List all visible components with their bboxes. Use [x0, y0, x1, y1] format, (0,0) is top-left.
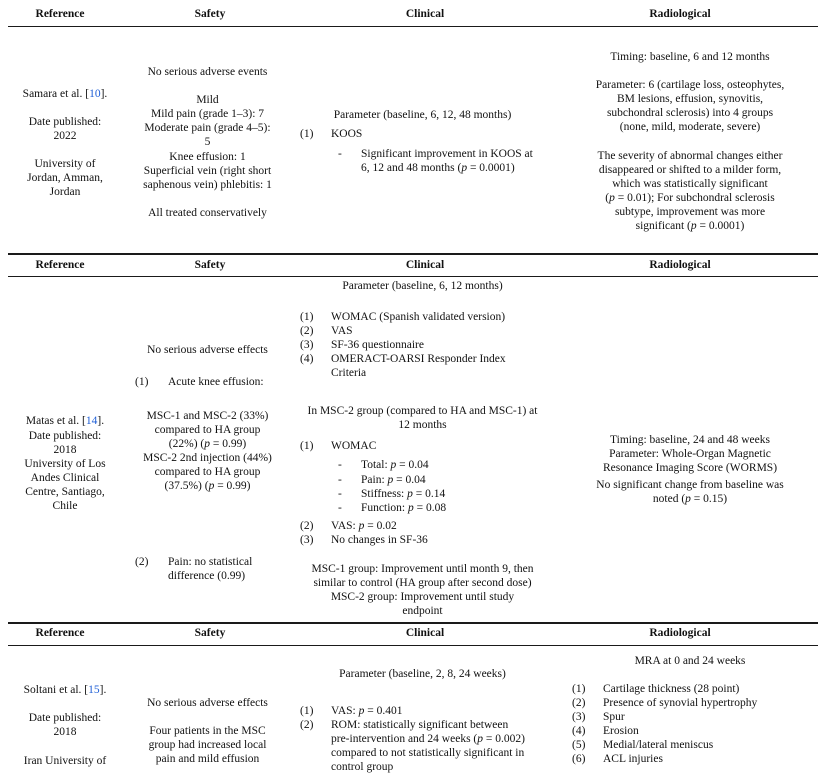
clinical-summary: MSC-1 group: Improvement until month 9, then	[311, 563, 534, 575]
clinical-item: WOMAC	[331, 440, 377, 452]
safety-line: Mild pain (grade 1–3): 7	[150, 108, 265, 120]
safety-line: Mild	[196, 94, 219, 106]
clinical-parameter: Parameter (baseline, 6, 12 months)	[342, 280, 503, 292]
bullet-dash: -	[338, 148, 342, 160]
radiological-item: Erosion	[603, 725, 639, 737]
list-number: (4)	[300, 353, 314, 365]
safety-line: Four patients in the MSC	[149, 725, 266, 737]
list-number: (6)	[572, 753, 586, 765]
institution-line: Chile	[52, 500, 78, 512]
header-reference: Reference	[35, 259, 85, 271]
safety-line: Superficial vein (right short	[143, 165, 272, 177]
header-radiological: Radiological	[649, 627, 711, 639]
safety-line: MSC-2 2nd injection (44%)	[143, 452, 272, 464]
clinical-item: SF-36 questionnaire	[331, 339, 424, 351]
safety-line: compared to HA group	[154, 424, 261, 436]
radiological-item: Spur	[603, 711, 625, 723]
institution-line: Jordan, Amman,	[27, 172, 103, 184]
radiological-line: disappeared or shifted to a milder form,	[598, 164, 782, 176]
clinical-detail: Total: p = 0.04	[361, 459, 429, 471]
clinical-item: ROM: statistically significant between	[331, 719, 509, 731]
safety-line: Pain: no statistical	[168, 556, 253, 568]
reference-author: Samara et al. [10].	[22, 88, 108, 100]
table-rule	[8, 26, 818, 27]
safety-line: pain and mild effusion	[155, 753, 260, 765]
header-safety: Safety	[194, 8, 226, 20]
clinical-subheading: 12 months	[398, 419, 447, 431]
clinical-detail: Significant improvement in KOOS at	[361, 148, 533, 160]
list-number: (1)	[300, 128, 314, 140]
clinical-item: VAS	[331, 325, 353, 337]
safety-line: Acute knee effusion:	[168, 376, 264, 388]
clinical-item: pre-intervention and 24 weeks (p = 0.002)	[331, 733, 525, 745]
radiological-item: Cartilage thickness (28 point)	[603, 683, 740, 695]
institution-line: Iran University of	[23, 755, 107, 767]
list-number: (1)	[300, 311, 314, 323]
radiological-line: subtype, improvement was more	[614, 206, 766, 218]
clinical-item: Criteria	[331, 367, 367, 379]
safety-line: (22%) (p = 0.99)	[168, 438, 247, 450]
safety-line: No serious adverse effects	[147, 344, 268, 356]
list-number: (2)	[300, 719, 314, 731]
clinical-detail: 6, 12 and 48 months (p = 0.0001)	[361, 162, 515, 174]
header-radiological: Radiological	[649, 8, 711, 20]
reference-author: Soltani et al. [15].	[23, 684, 107, 696]
clinical-summary: similar to control (HA group after second dose)	[313, 577, 532, 589]
list-number: (2)	[135, 556, 149, 568]
safety-line: difference (0.99)	[168, 570, 246, 582]
list-number: (3)	[300, 339, 314, 351]
safety-line: compared to HA group	[154, 466, 261, 478]
clinical-item: VAS: p = 0.02	[331, 520, 397, 532]
clinical-item: KOOS	[331, 128, 363, 140]
clinical-item: No changes in SF-36	[331, 534, 428, 546]
list-number: (1)	[135, 376, 149, 388]
radiological-item: Presence of synovial hypertrophy	[603, 697, 758, 709]
clinical-detail: Pain: p = 0.04	[361, 474, 426, 486]
header-reference: Reference	[35, 627, 85, 639]
list-number: (3)	[572, 711, 586, 723]
header-safety: Safety	[194, 627, 226, 639]
safety-line: saphenous vein) phlebitis: 1	[143, 179, 272, 191]
table-rule	[8, 645, 818, 646]
radiological-line: MRA at 0 and 24 weeks	[634, 655, 746, 667]
table-rule	[8, 276, 818, 277]
safety-line: No serious adverse events	[147, 66, 268, 78]
date-label: Date published:	[28, 430, 102, 442]
list-number: (4)	[572, 725, 586, 737]
table-rule	[8, 622, 818, 624]
header-reference: Reference	[35, 8, 85, 20]
institution-line: Andes Clinical	[30, 472, 100, 484]
clinical-item: OMERACT-OARSI Responder Index	[331, 353, 506, 365]
institution-line: Centre, Santiago,	[25, 486, 105, 498]
radiological-line: (none, mild, moderate, severe)	[619, 121, 761, 133]
institution-line: Jordan	[49, 186, 81, 198]
radiological-line: noted (p = 0.15)	[652, 493, 728, 505]
clinical-item: control group	[331, 761, 394, 773]
list-number: (2)	[300, 325, 314, 337]
radiological-line: Timing: baseline, 6 and 12 months	[610, 51, 770, 63]
list-number: (5)	[572, 739, 586, 751]
list-number: (1)	[572, 683, 586, 695]
date-value: 2018	[53, 444, 77, 456]
radiological-line: Parameter: 6 (cartilage loss, osteophytes,	[595, 79, 785, 91]
list-number: (2)	[300, 520, 314, 532]
radiological-line: The severity of abnormal changes either	[597, 150, 783, 162]
radiological-line: significant (p = 0.0001)	[635, 220, 745, 232]
radiological-line: Resonance Imaging Score (WORMS)	[602, 462, 778, 474]
date-label: Date published:	[28, 712, 102, 724]
radiological-line: Timing: baseline, 24 and 48 weeks	[610, 434, 770, 446]
radiological-item: ACL injuries	[603, 753, 663, 765]
header-clinical: Clinical	[405, 259, 445, 271]
table-rule	[8, 253, 818, 255]
safety-line: Moderate pain (grade 4–5):	[144, 122, 271, 134]
clinical-summary: endpoint	[402, 605, 443, 617]
date-label: Date published:	[28, 116, 102, 128]
radiological-line: Parameter: Whole-Organ Magnetic	[609, 448, 771, 460]
clinical-summary: MSC-2 group: Improvement until study	[330, 591, 515, 603]
date-value: 2022	[53, 130, 77, 142]
safety-line: Knee effusion: 1	[169, 151, 246, 163]
clinical-item: compared to not statistically significant in	[331, 747, 525, 759]
clinical-item: WOMAC (Spanish validated version)	[331, 311, 506, 323]
safety-line: No serious adverse effects	[147, 697, 268, 709]
safety-line: MSC-1 and MSC-2 (33%)	[146, 410, 269, 422]
safety-line: All treated conservatively	[148, 207, 267, 219]
institution-line: University of	[34, 158, 96, 170]
clinical-detail: Function: p = 0.08	[361, 502, 447, 514]
reference-author: Matas et al. [14].	[25, 415, 105, 427]
date-value: 2018	[53, 726, 77, 738]
list-number: (1)	[300, 705, 314, 717]
safety-line: (37.5%) (p = 0.99)	[164, 480, 251, 492]
list-number: (2)	[572, 697, 586, 709]
list-number: (1)	[300, 440, 314, 452]
radiological-line: which was statistically significant	[612, 178, 768, 190]
radiological-item: Medial/lateral meniscus	[603, 739, 714, 751]
header-clinical: Clinical	[405, 8, 445, 20]
clinical-parameter: Parameter (baseline, 6, 12, 48 months)	[333, 109, 512, 121]
clinical-subheading: In MSC-2 group (compared to HA and MSC-1) at	[307, 405, 538, 417]
list-number: (3)	[300, 534, 314, 546]
institution-line: University of Los	[24, 458, 106, 470]
safety-line: 5	[204, 136, 211, 148]
clinical-detail: Stiffness: p = 0.14	[361, 488, 446, 500]
safety-line: group had increased local	[148, 739, 267, 751]
clinical-parameter: Parameter (baseline, 2, 8, 24 weeks)	[339, 668, 506, 680]
header-clinical: Clinical	[405, 627, 445, 639]
header-safety: Safety	[194, 259, 226, 271]
radiological-line: subchondral sclerosis) into 4 groups	[606, 107, 774, 119]
clinical-item: VAS: p = 0.401	[331, 705, 403, 717]
header-radiological: Radiological	[649, 259, 711, 271]
radiological-line: (p = 0.01); For subchondral sclerosis	[605, 192, 775, 204]
radiological-line: BM lesions, effusion, synovitis,	[616, 93, 764, 105]
radiological-line: No significant change from baseline was	[596, 479, 784, 491]
